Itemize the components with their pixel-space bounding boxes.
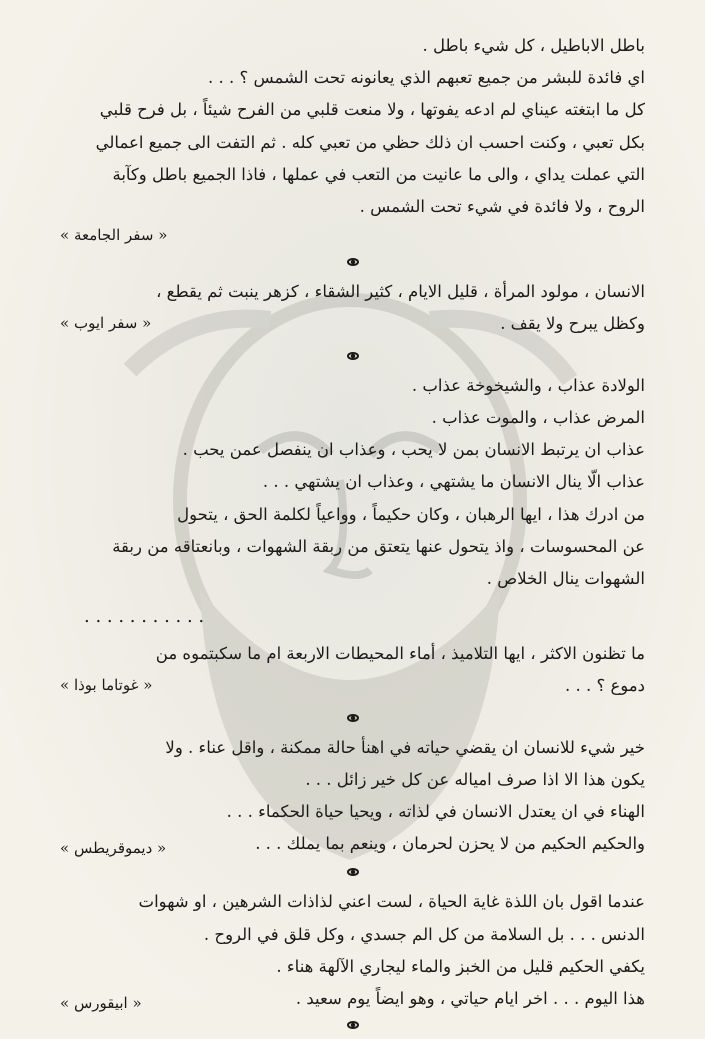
ornament-icon: [347, 258, 359, 266]
text-line: كل ما ابتغته عيناي لم ادعه يفوتها ، ولا منعت قلبي من الفرح شيئاً ، بل فرح قلبي: [99, 100, 645, 120]
text-line: اي فائدة للبشر من جميع تعبهم الذي يعانونه تحت الشمس ؟ . . .: [208, 68, 645, 88]
text-line: عندما اقول بان اللذة غاية الحياة ، لست اعني لذاذات الشرهين ، او شهوات: [138, 892, 645, 912]
text-line: وكظل يبرح ولا يقف .: [500, 314, 645, 334]
text-line: الولادة عذاب ، والشيخوخة عذاب .: [411, 375, 645, 395]
text-line: ما تظنون الاكثر ، ايها التلاميذ ، أماء المحيطات الاربعة ام ما سكبتموه من: [155, 644, 645, 664]
ornament-icon: [347, 1021, 359, 1029]
text-line: بكل تعبي ، وكنت احسب ان ذلك حظي من تعبي كله . ثم التفت الى جميع اعمالي: [95, 132, 645, 152]
passage-job: [60, 276, 645, 338]
ornament-icon: [347, 868, 359, 876]
source-attribution: « سفر ايوب »: [60, 313, 152, 332]
source-attribution: « ديموقريطس »: [60, 839, 167, 858]
text-line: باطل الاباطيل ، كل شيء باطل .: [422, 36, 645, 55]
text-line: التي عملت يداي ، والى ما عانيت من التعب في عملها ، فاذا الجميع باطل وكآبة: [112, 164, 645, 184]
document-body: [60, 30, 645, 1039]
text-line: يكفي الحكيم قليل من الخبز والماء ليجاري الآلهة هناء .: [276, 956, 645, 976]
passage-ecclesiastes: [60, 30, 645, 250]
text-line: من ادرك هذا ، ايها الرهبان ، وكان حكيماً ، وواعياً لكلمة الحق ، يتحول: [177, 504, 645, 524]
text-line: دموع ؟ . . .: [564, 676, 645, 696]
passage-democritus: [60, 732, 645, 861]
text-line: الدنس . . . بل السلامة من كل الم جسدي ، وكل قلق في الروح .: [203, 924, 645, 944]
passage-buddha: [60, 370, 645, 700]
text-line: الروح ، ولا فائدة في شيء تحت الشمس .: [359, 196, 645, 216]
text-line: يكون هذا الا اذا صرف امياله عن كل خير زائل . . .: [305, 769, 645, 789]
source-attribution: « سفر الجامعة »: [60, 226, 168, 245]
text-line: عن المحسوسات ، واذ يتحول عنها يتعتق من ربقة الشهوات ، وبانعتاقه من ربقة: [112, 536, 645, 556]
text-line: والحكيم الحكيم من لا يحزن لحرمان ، وينعم بما يملك . . .: [255, 834, 645, 854]
source-attribution-row: [60, 671, 645, 700]
section-separator: [60, 352, 645, 360]
ellipsis-row: . . . . . . . . . . .: [84, 606, 205, 628]
text-line: الانسان ، مولود المرأة ، قليل الايام ، كثير الشقاء ، كزهر ينبت ثم يقطع ،: [156, 282, 645, 302]
source-attribution-row: [60, 221, 645, 250]
source-attribution: « ابيقورس »: [60, 993, 142, 1012]
ornament-icon: [347, 352, 359, 360]
text-line: خير شيء للانسان ان يقضي حياته في اهنأ حالة ممكنة ، واقل عناء . ولا: [165, 737, 645, 757]
text-line: الهناء في ان يعتدل الانسان في لذاته ، ويحيا حياة الحكماء . . .: [226, 802, 645, 822]
ornament-icon: [347, 714, 359, 722]
text-line: عذاب الّا ينال الانسان ما يشتهي ، وعذاب ان يشتهي . . .: [262, 472, 645, 492]
source-attribution: « غوتاما بوذا »: [60, 675, 153, 694]
section-separator: [60, 714, 645, 722]
passage-epicurus: [60, 886, 645, 1015]
section-separator: [60, 258, 645, 266]
text-line: هذا اليوم . . . اخر ايام حياتي ، وهو ايضاً يوم سعيد .: [295, 988, 645, 1008]
section-separator: [60, 868, 645, 876]
text-line: المرض عذاب ، والموت عذاب .: [431, 408, 645, 428]
text-line: الشهوات ينال الخلاص .: [486, 568, 645, 588]
section-separator: [60, 1021, 645, 1029]
text-line: عذاب ان يرتبط الانسان بمن لا يحب ، وعذاب ان ينفصل عمن يحب .: [182, 440, 645, 460]
